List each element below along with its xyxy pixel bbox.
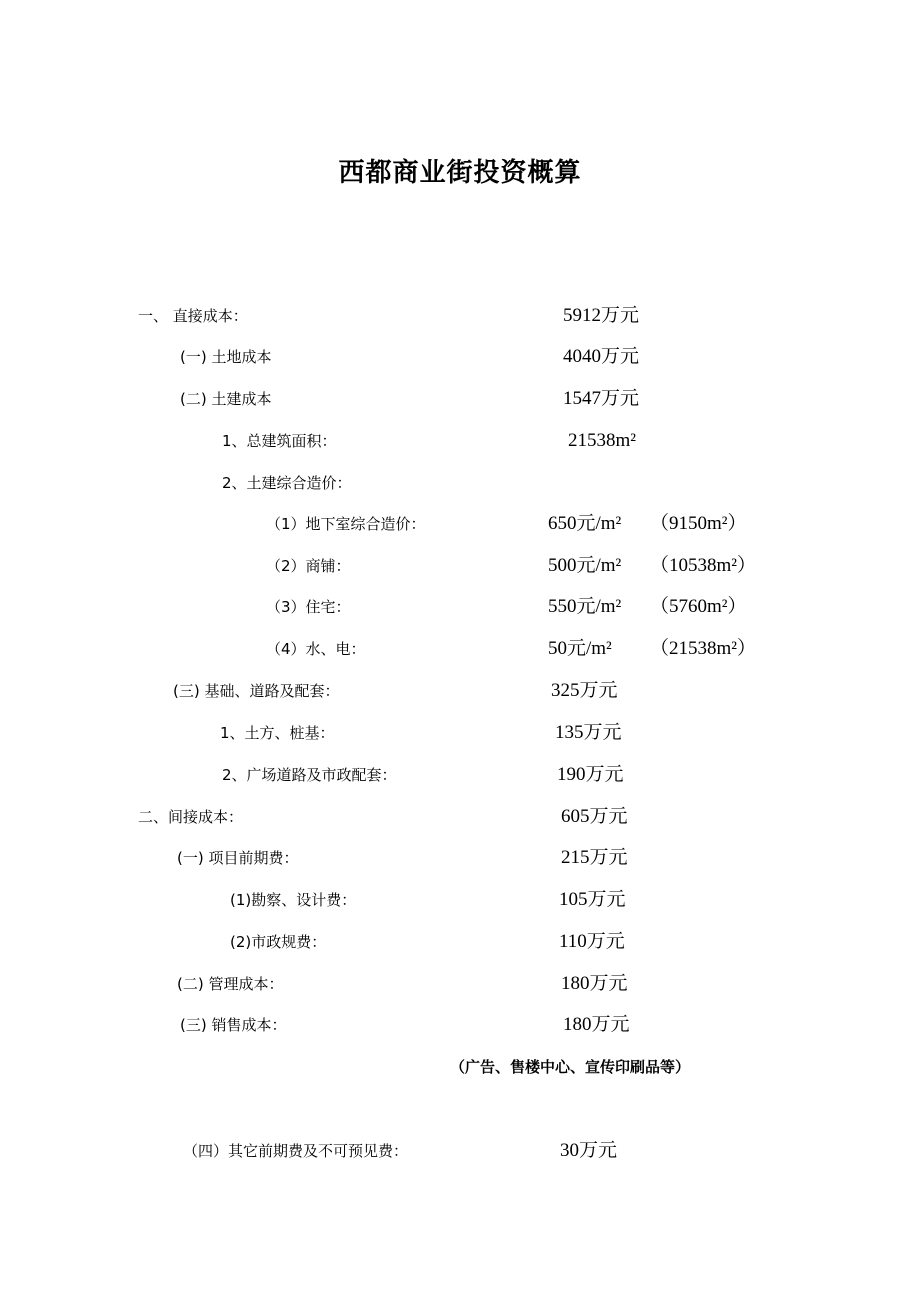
- cost-row-direct: [0, 301, 920, 331]
- row-label: 1、总建筑面积：: [222, 432, 337, 450]
- cost-row-foundation: [0, 676, 920, 706]
- row-value: 1547万元: [563, 388, 640, 409]
- row-label: （1）地下室综合造价：: [266, 515, 426, 533]
- row-label: (三) 基础、道路及配套：: [173, 682, 340, 700]
- row-value: 650元/m²: [548, 513, 622, 534]
- row-area: （21538m²）: [650, 638, 756, 659]
- cost-row-indirect: [0, 802, 920, 832]
- row-value: 110万元: [559, 931, 625, 952]
- row-label: （4）水、电：: [266, 640, 366, 658]
- row-value: 4040万元: [563, 346, 640, 367]
- cost-row-management: [0, 969, 920, 999]
- row-label: 二、间接成本：: [138, 808, 244, 826]
- row-value: 325万元: [551, 680, 618, 701]
- row-value: 180万元: [561, 973, 628, 994]
- cost-row-utilities: [0, 634, 920, 664]
- row-label: 2、广场道路及市政配套：: [222, 766, 397, 784]
- row-value: 550元/m²: [548, 596, 622, 617]
- row-value: 21538m²: [568, 430, 636, 451]
- row-value: 50元/m²: [548, 638, 612, 659]
- row-value: 180万元: [563, 1014, 630, 1035]
- row-value: 190万元: [557, 764, 624, 785]
- row-label: 1、土方、桩基：: [220, 724, 335, 742]
- row-label: （2）商铺：: [266, 557, 351, 575]
- row-label: (1)勘察、设计费：: [230, 891, 357, 909]
- cost-row-survey-design: [0, 885, 920, 915]
- row-value: 605万元: [561, 806, 628, 827]
- row-value: 500元/m²: [548, 555, 622, 576]
- row-label: (二) 土建成本: [180, 390, 272, 408]
- row-value: 215万元: [561, 847, 628, 868]
- row-area: （10538m²）: [650, 555, 756, 576]
- cost-row-other-preliminary: [0, 1136, 920, 1166]
- row-label: (二) 管理成本：: [177, 975, 284, 993]
- cost-row-land: [0, 342, 920, 372]
- row-value: 5912万元: [563, 305, 640, 326]
- row-label: (一) 项目前期费：: [177, 849, 299, 867]
- row-label: 一、 直接成本：: [138, 307, 248, 325]
- cost-row-shops: [0, 551, 920, 581]
- document-title: 西都商业街投资概算: [338, 158, 582, 188]
- row-label: （四）其它前期费及不可预见费：: [183, 1142, 409, 1160]
- row-value: 135万元: [555, 722, 622, 743]
- cost-row-preliminary: [0, 843, 920, 873]
- row-area: （5760m²）: [650, 596, 747, 617]
- row-value: 105万元: [559, 889, 626, 910]
- cost-row-municipal-fees: [0, 927, 920, 957]
- cost-row-basement: [0, 509, 920, 539]
- cost-row-roads: [0, 760, 920, 790]
- row-label: (一) 土地成本: [180, 348, 272, 366]
- row-label: (三) 销售成本：: [180, 1016, 287, 1034]
- cost-row-total-area: [0, 426, 920, 456]
- sales-note: （广告、售楼中心、宣传印刷品等）: [450, 1058, 691, 1076]
- cost-row-sales: [0, 1010, 920, 1040]
- cost-row-unit-price: [0, 468, 920, 498]
- row-label: （3）住宅：: [266, 598, 351, 616]
- cost-row-residential: [0, 592, 920, 622]
- row-label: 2、土建综合造价：: [222, 474, 352, 492]
- row-label: (2)市政规费：: [230, 933, 327, 951]
- row-area: （9150m²）: [650, 513, 747, 534]
- cost-row-earthwork: [0, 718, 920, 748]
- row-value: 30万元: [560, 1140, 618, 1161]
- cost-row-construction: [0, 384, 920, 414]
- sales-note-row: [0, 1052, 920, 1082]
